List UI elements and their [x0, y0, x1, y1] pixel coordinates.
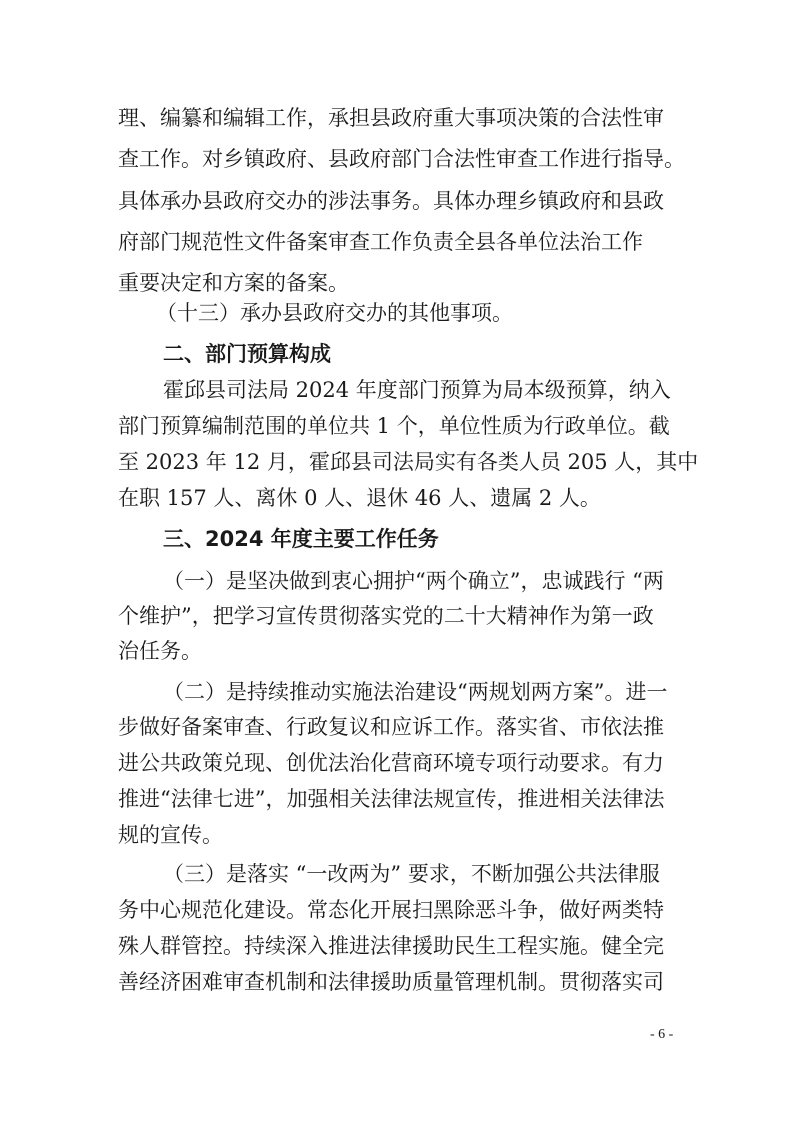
task-three-line-2: 务中心规范化建设。常态化开展扫黑除恶斗争，做好两类特 — [118, 898, 664, 922]
body-line-2: 查工作。对乡镇政府、县政府部门合法性审查工作进行指导。 — [118, 147, 685, 171]
task-two-line-5: 规的宣传。 — [118, 823, 223, 847]
body-line-9: 部门预算编制范围的单位共 1 个，单位性质为行政单位。截 — [118, 414, 670, 438]
task-three-line-1: （三）是落实 “一改两为” 要求，不断加强公共法律服 — [163, 862, 660, 886]
body-line-4: 府部门规范性文件备案审查工作负责全县各单位法治工作 — [118, 230, 643, 254]
section-heading-2: 二、部门预算构成 — [163, 342, 331, 366]
task-two-line-2: 步做好备案审查、行政复议和应诉工作。落实省、市依法推 — [118, 715, 664, 739]
subsection-thirteen: （十三）承办县政府交办的其他事项。 — [156, 301, 513, 325]
body-line-11: 在职 157 人、离休 0 人、退休 46 人、遗属 2 人。 — [118, 486, 601, 510]
task-three-line-3: 殊人群管控。持续深入推进法律援助民生工程实施。健全完 — [118, 934, 664, 958]
task-one-line-2: 个维护”，把学习宣传贯彻落实党的二十大精神作为第一政 — [118, 604, 654, 628]
body-line-1: 理、编纂和编辑工作，承担县政府重大事项决策的合法性审 — [118, 106, 664, 130]
section-heading-3: 三、2024 年度主要工作任务 — [163, 527, 439, 551]
task-two-line-3: 进公共政策兑现、创优法治化营商环境专项行动要求。有力 — [118, 751, 664, 775]
page-number: - 6 - — [650, 1027, 674, 1042]
task-two-line-4: 推进“法律七进”，加强相关法律法规宣传，推进相关法律法 — [118, 787, 665, 811]
task-one-line-3: 治任务。 — [118, 639, 202, 663]
task-three-line-4: 善经济困难审查机制和法律援助质量管理机制。贯彻落实司 — [118, 970, 664, 994]
body-line-5: 重要决定和方案的备案。 — [118, 271, 349, 295]
body-line-8: 霍邱县司法局 2024 年度部门预算为局本级预算，纳入 — [163, 378, 671, 402]
task-two-line-1: （二）是持续推动实施法治建设“两规划两方案”。进一 — [163, 680, 668, 704]
body-line-3: 具体承办县政府交办的涉法事务。具体办理乡镇政府和县政 — [118, 189, 664, 213]
task-one-line-1: （一）是坚决做到衷心拥护“两个确立”，忠诚践行 “两 — [163, 569, 664, 593]
body-line-10: 至 2023 年 12 月，霍邱县司法局实有各类人员 205 人，其中 — [118, 450, 699, 474]
